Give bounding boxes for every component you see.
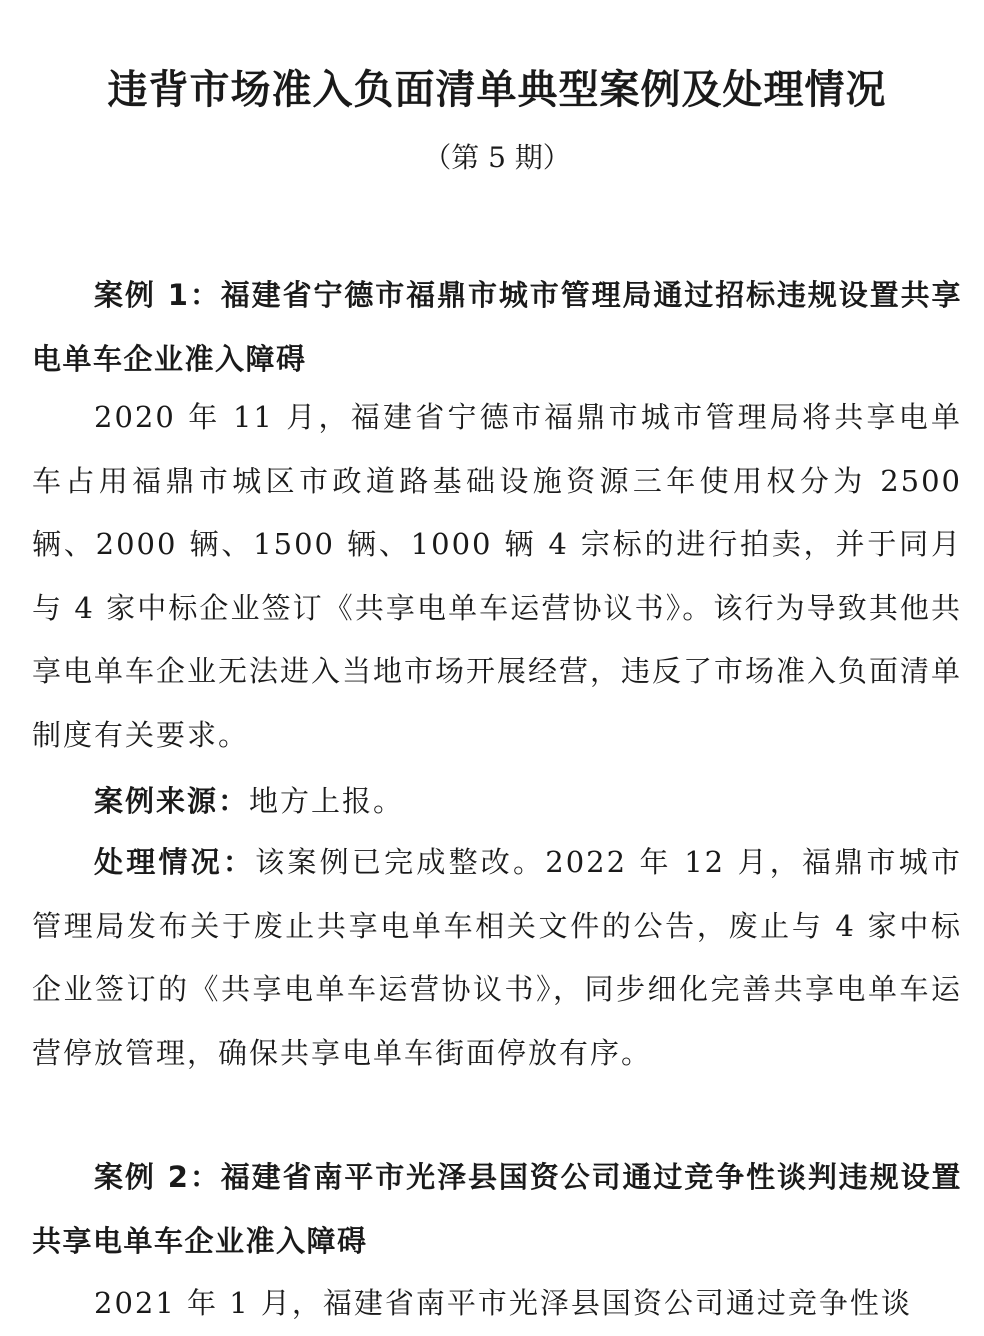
case-1-result-label: 处理情况： [94,845,256,879]
document-title: 违背市场准入负面清单典型案例及处理情况 [107,67,887,113]
issue-number: （第 5 期） [423,141,571,174]
case-1-result [32,831,962,1085]
case-1-source [32,770,962,834]
case-1-result-text: 该案例已完成整改。2022 年 12 月，福鼎市城市管理局发布关于废止共享电单车相关文件的公告，废止与 4 家中标企业签订的《共享电单车运营协议书》，同步细化完善共享电单车运营停放管理，确保共享电单车街面停放有序。 [32,845,962,1070]
case-1-source-label: 案例来源： [94,784,250,818]
case-1-body: 2020 年 11 月，福建省宁德市福鼎市城市管理局将共享电单车占用福鼎市城区市政道路基础设施资源三年使用权分为 2500 辆、2000 辆、1500 辆、1000 辆 4 宗标的进行拍卖，并于同月与 4 家中标企业签订《共享电单车运营协议书》。该行为导致其他共享电单车企业无法进入当地市场开展经营，违反了市场准入负面清单制度有关要求。 [32,400,963,752]
case-2-heading: 案例 2：福建省南平市光泽县国资公司通过竞争性谈判违规设置共享电单车企业准入障碍 [32,1160,962,1258]
case-2-body: 2021 年 1 月，福建省南平市光泽县国资公司通过竞争性谈 [94,1286,912,1320]
case-1-source-text: 地方上报。 [249,784,405,818]
case-1-heading: 案例 1：福建省宁德市福鼎市城市管理局通过招标违规设置共享电单车企业准入障碍 [32,278,962,376]
